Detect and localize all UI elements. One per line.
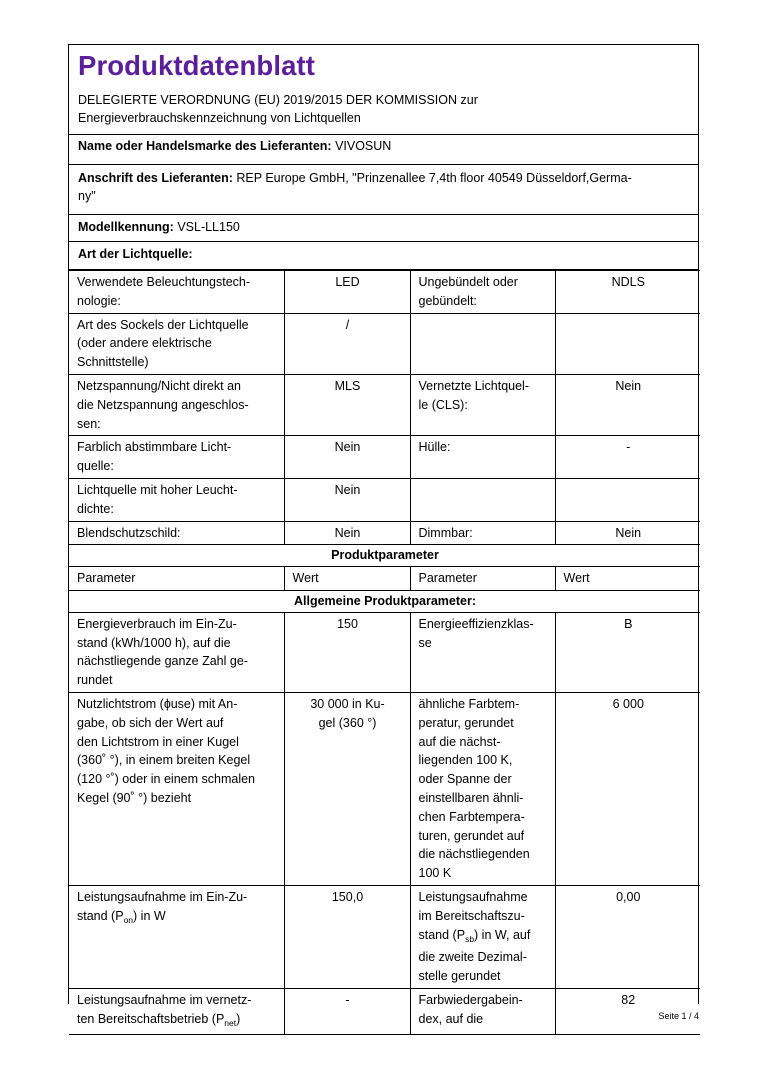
regulation-subtitle	[78, 91, 690, 127]
cell-line: Netzspannung/Nicht direkt an	[77, 378, 241, 393]
cell-line: gebündelt:	[418, 293, 477, 308]
cell-line: Vernetzte Lichtquel-	[418, 378, 529, 393]
section-header-row	[69, 545, 700, 567]
cell-line: nächstliegende ganze Zahl ge-	[77, 654, 248, 669]
cell-line: im Bereitschaftszu-	[418, 908, 525, 923]
cell-line: gel (360 °)	[318, 715, 377, 730]
value-cell: Nein	[284, 436, 410, 479]
general-parameter-row	[69, 885, 700, 988]
cell-line: Nutzlichtstrom (ɸuse) mit An-	[77, 696, 238, 711]
cell-line: Farblich abstimmbare Licht-	[77, 440, 232, 455]
supplier-address-label: Anschrift des Lieferanten:	[78, 171, 233, 185]
parameter-cell	[410, 692, 555, 885]
value-cell: Nein	[555, 374, 700, 435]
page-number: Seite 1 / 4	[658, 1011, 699, 1021]
cell-line: 6 000	[612, 696, 644, 711]
cell-line: Kegel (90˚ °) bezieht	[77, 790, 192, 805]
cell-line: Farbwiedergabein-	[418, 992, 523, 1007]
parameter-cell	[69, 988, 284, 1035]
cell-text: ) in W, auf	[474, 927, 531, 942]
cell-line: Schnittstelle)	[77, 355, 149, 370]
cell-line: den Lichtstrom in einer Kugel	[77, 734, 239, 749]
value-cell: Nein	[284, 521, 410, 545]
section-title: Produktparameter	[69, 545, 700, 567]
column-header-row	[69, 567, 700, 591]
cell-line: 150,0	[331, 889, 364, 904]
cell-text: ten Bereitschaftsbetrieb (P	[77, 1011, 225, 1026]
cell-line: gabe, ob sich der Wert auf	[77, 715, 224, 730]
value-cell	[555, 885, 700, 988]
value-cell: Nein	[284, 478, 410, 521]
parameter-cell	[69, 313, 284, 374]
cell-line: die Netzspannung angeschlos-	[77, 397, 249, 412]
subscript: net	[224, 1017, 237, 1028]
cell-line: dichte:	[77, 501, 114, 516]
parameter-cell	[410, 885, 555, 988]
cell-line: Blendschutzschild:	[77, 525, 181, 540]
cell-line: Hülle:	[418, 440, 451, 455]
value-cell: MLS	[284, 374, 410, 435]
value-cell	[284, 612, 410, 692]
supplier-name-value: VIVOSUN	[335, 139, 392, 153]
cell-line: (oder andere elektrische	[77, 336, 212, 351]
cell-line: (120 °˚) oder in einem schmalen	[77, 772, 255, 787]
value-cell: NDLS	[555, 271, 700, 314]
parameter-cell	[69, 612, 284, 692]
parameter-cell	[410, 436, 555, 479]
parameter-cell	[410, 478, 555, 521]
value-cell	[555, 612, 700, 692]
subscript: sb	[465, 933, 475, 944]
subsection-header-row	[69, 590, 700, 612]
value-cell: /	[284, 313, 410, 374]
cell-line: stand (kWh/1000 h), auf die	[77, 635, 231, 650]
value-cell	[284, 692, 410, 885]
value-cell: -	[555, 436, 700, 479]
parameter-cell	[69, 374, 284, 435]
cell-line: Art des Sockels der Lichtquelle	[77, 317, 249, 332]
cell-line: die zweite Dezimal-	[418, 950, 527, 965]
cell-line: Leistungsaufnahme im Ein-Zu-	[77, 889, 248, 904]
cell-line: auf die nächst-	[418, 734, 501, 749]
title-block	[69, 45, 698, 135]
light-source-table	[69, 270, 700, 1035]
light-source-type-row	[69, 242, 698, 270]
cell-text: ) in W	[133, 908, 166, 923]
value-cell	[555, 313, 700, 374]
cell-text: )	[236, 1011, 241, 1026]
cell-text: stand (P	[418, 927, 466, 942]
cell-line: peratur, gerundet	[418, 715, 514, 730]
cell-line: 150	[337, 616, 358, 631]
cell-line	[419, 926, 548, 949]
parameter-cell	[69, 885, 284, 988]
cell-line: Leistungsaufnahme	[418, 889, 528, 904]
parameter-cell	[69, 478, 284, 521]
light-source-row	[69, 271, 700, 314]
model-row	[69, 215, 698, 242]
cell-line: se	[418, 635, 432, 650]
cell-text: stand (P	[77, 908, 124, 923]
value-cell	[555, 692, 700, 885]
supplier-address-value: REP Europe GmbH, "Prinzenallee 7,4th floor 40549 Düsseldorf,Germa-	[236, 171, 632, 185]
column-header: Wert	[555, 567, 700, 591]
model-value: VSL-LL150	[177, 220, 240, 234]
parameter-cell	[410, 374, 555, 435]
value-cell	[284, 885, 410, 988]
value-cell: LED	[284, 271, 410, 314]
light-source-type-label: Art der Lichtquelle:	[78, 247, 193, 261]
cell-line: Dimmbar:	[418, 525, 473, 540]
parameter-cell	[69, 692, 284, 885]
supplier-name-label: Name oder Handelsmarke des Lieferanten:	[78, 139, 332, 153]
general-parameter-row	[69, 612, 700, 692]
light-source-row	[69, 478, 700, 521]
supplier-address-row	[69, 165, 698, 215]
general-parameter-row	[69, 988, 700, 1035]
parameter-cell	[410, 612, 555, 692]
cell-line: ähnliche Farbtem-	[418, 696, 520, 711]
cell-line: le (CLS):	[418, 397, 468, 412]
parameter-cell	[69, 436, 284, 479]
cell-line: Lichtquelle mit hoher Leucht-	[77, 482, 238, 497]
model-label: Modellkennung:	[78, 220, 174, 234]
cell-line	[77, 1010, 277, 1033]
general-parameter-row	[69, 692, 700, 885]
light-source-row	[69, 436, 700, 479]
cell-line: (360˚ °), in einem breiten Kegel	[77, 753, 251, 768]
cell-line: Energieeffizienzklas-	[418, 616, 534, 631]
subtitle-line: Energieverbrauchskennzeichnung von Lichtquellen	[78, 111, 361, 125]
cell-line: B	[624, 616, 633, 631]
light-source-row	[69, 374, 700, 435]
column-header: Parameter	[410, 567, 555, 591]
cell-line: stelle gerundet	[418, 969, 501, 984]
supplier-name-row	[69, 135, 698, 165]
value-cell: Nein	[555, 521, 700, 545]
cell-line: Energieverbrauch im Ein-Zu-	[77, 616, 237, 631]
cell-line: Verwendete Beleuchtungstech-	[77, 275, 251, 289]
parameter-cell	[410, 521, 555, 545]
cell-line: die nächstliegenden	[418, 847, 530, 862]
cell-line: -	[345, 992, 350, 1007]
value-cell	[555, 478, 700, 521]
value-cell	[284, 988, 410, 1035]
cell-line: Leistungsaufnahme im vernetz-	[77, 992, 252, 1007]
parameter-cell	[410, 988, 555, 1035]
light-source-row	[69, 521, 700, 545]
column-header: Parameter	[69, 567, 284, 591]
cell-line	[77, 907, 277, 930]
cell-line: 30 000 in Ku-	[310, 696, 385, 711]
subsection-title: Allgemeine Produktparameter:	[69, 590, 700, 612]
light-source-row	[69, 313, 700, 374]
parameter-cell	[410, 271, 555, 314]
cell-line: oder Spanne der	[418, 772, 512, 787]
cell-line: liegenden 100 K,	[418, 753, 513, 768]
parameter-cell	[69, 521, 284, 545]
parameter-cell	[410, 313, 555, 374]
subscript: on	[123, 914, 134, 925]
cell-line: 82	[621, 992, 636, 1007]
cell-line: einstellbaren ähnli-	[418, 790, 524, 805]
cell-line: chen Farbtempera-	[418, 809, 525, 824]
parameter-cell	[69, 271, 284, 314]
page-title: Produktdatenblatt	[78, 50, 315, 81]
subtitle-line: DELEGIERTE VERORDNUNG (EU) 2019/2015 DER KOMMISSION zur	[78, 93, 478, 107]
column-header: Wert	[284, 567, 410, 591]
cell-line: Ungebündelt oder	[418, 275, 518, 289]
cell-line: quelle:	[77, 459, 114, 474]
cell-line: 0,00	[616, 889, 641, 904]
cell-line: dex, auf die	[418, 1011, 484, 1026]
cell-line: rundet	[77, 673, 113, 688]
cell-line: sen:	[77, 416, 101, 431]
cell-line: 100 K	[418, 866, 452, 881]
cell-line: nologie:	[77, 293, 121, 308]
supplier-address-value-cont: ny"	[78, 189, 96, 203]
cell-line: turen, gerundet auf	[418, 828, 525, 843]
